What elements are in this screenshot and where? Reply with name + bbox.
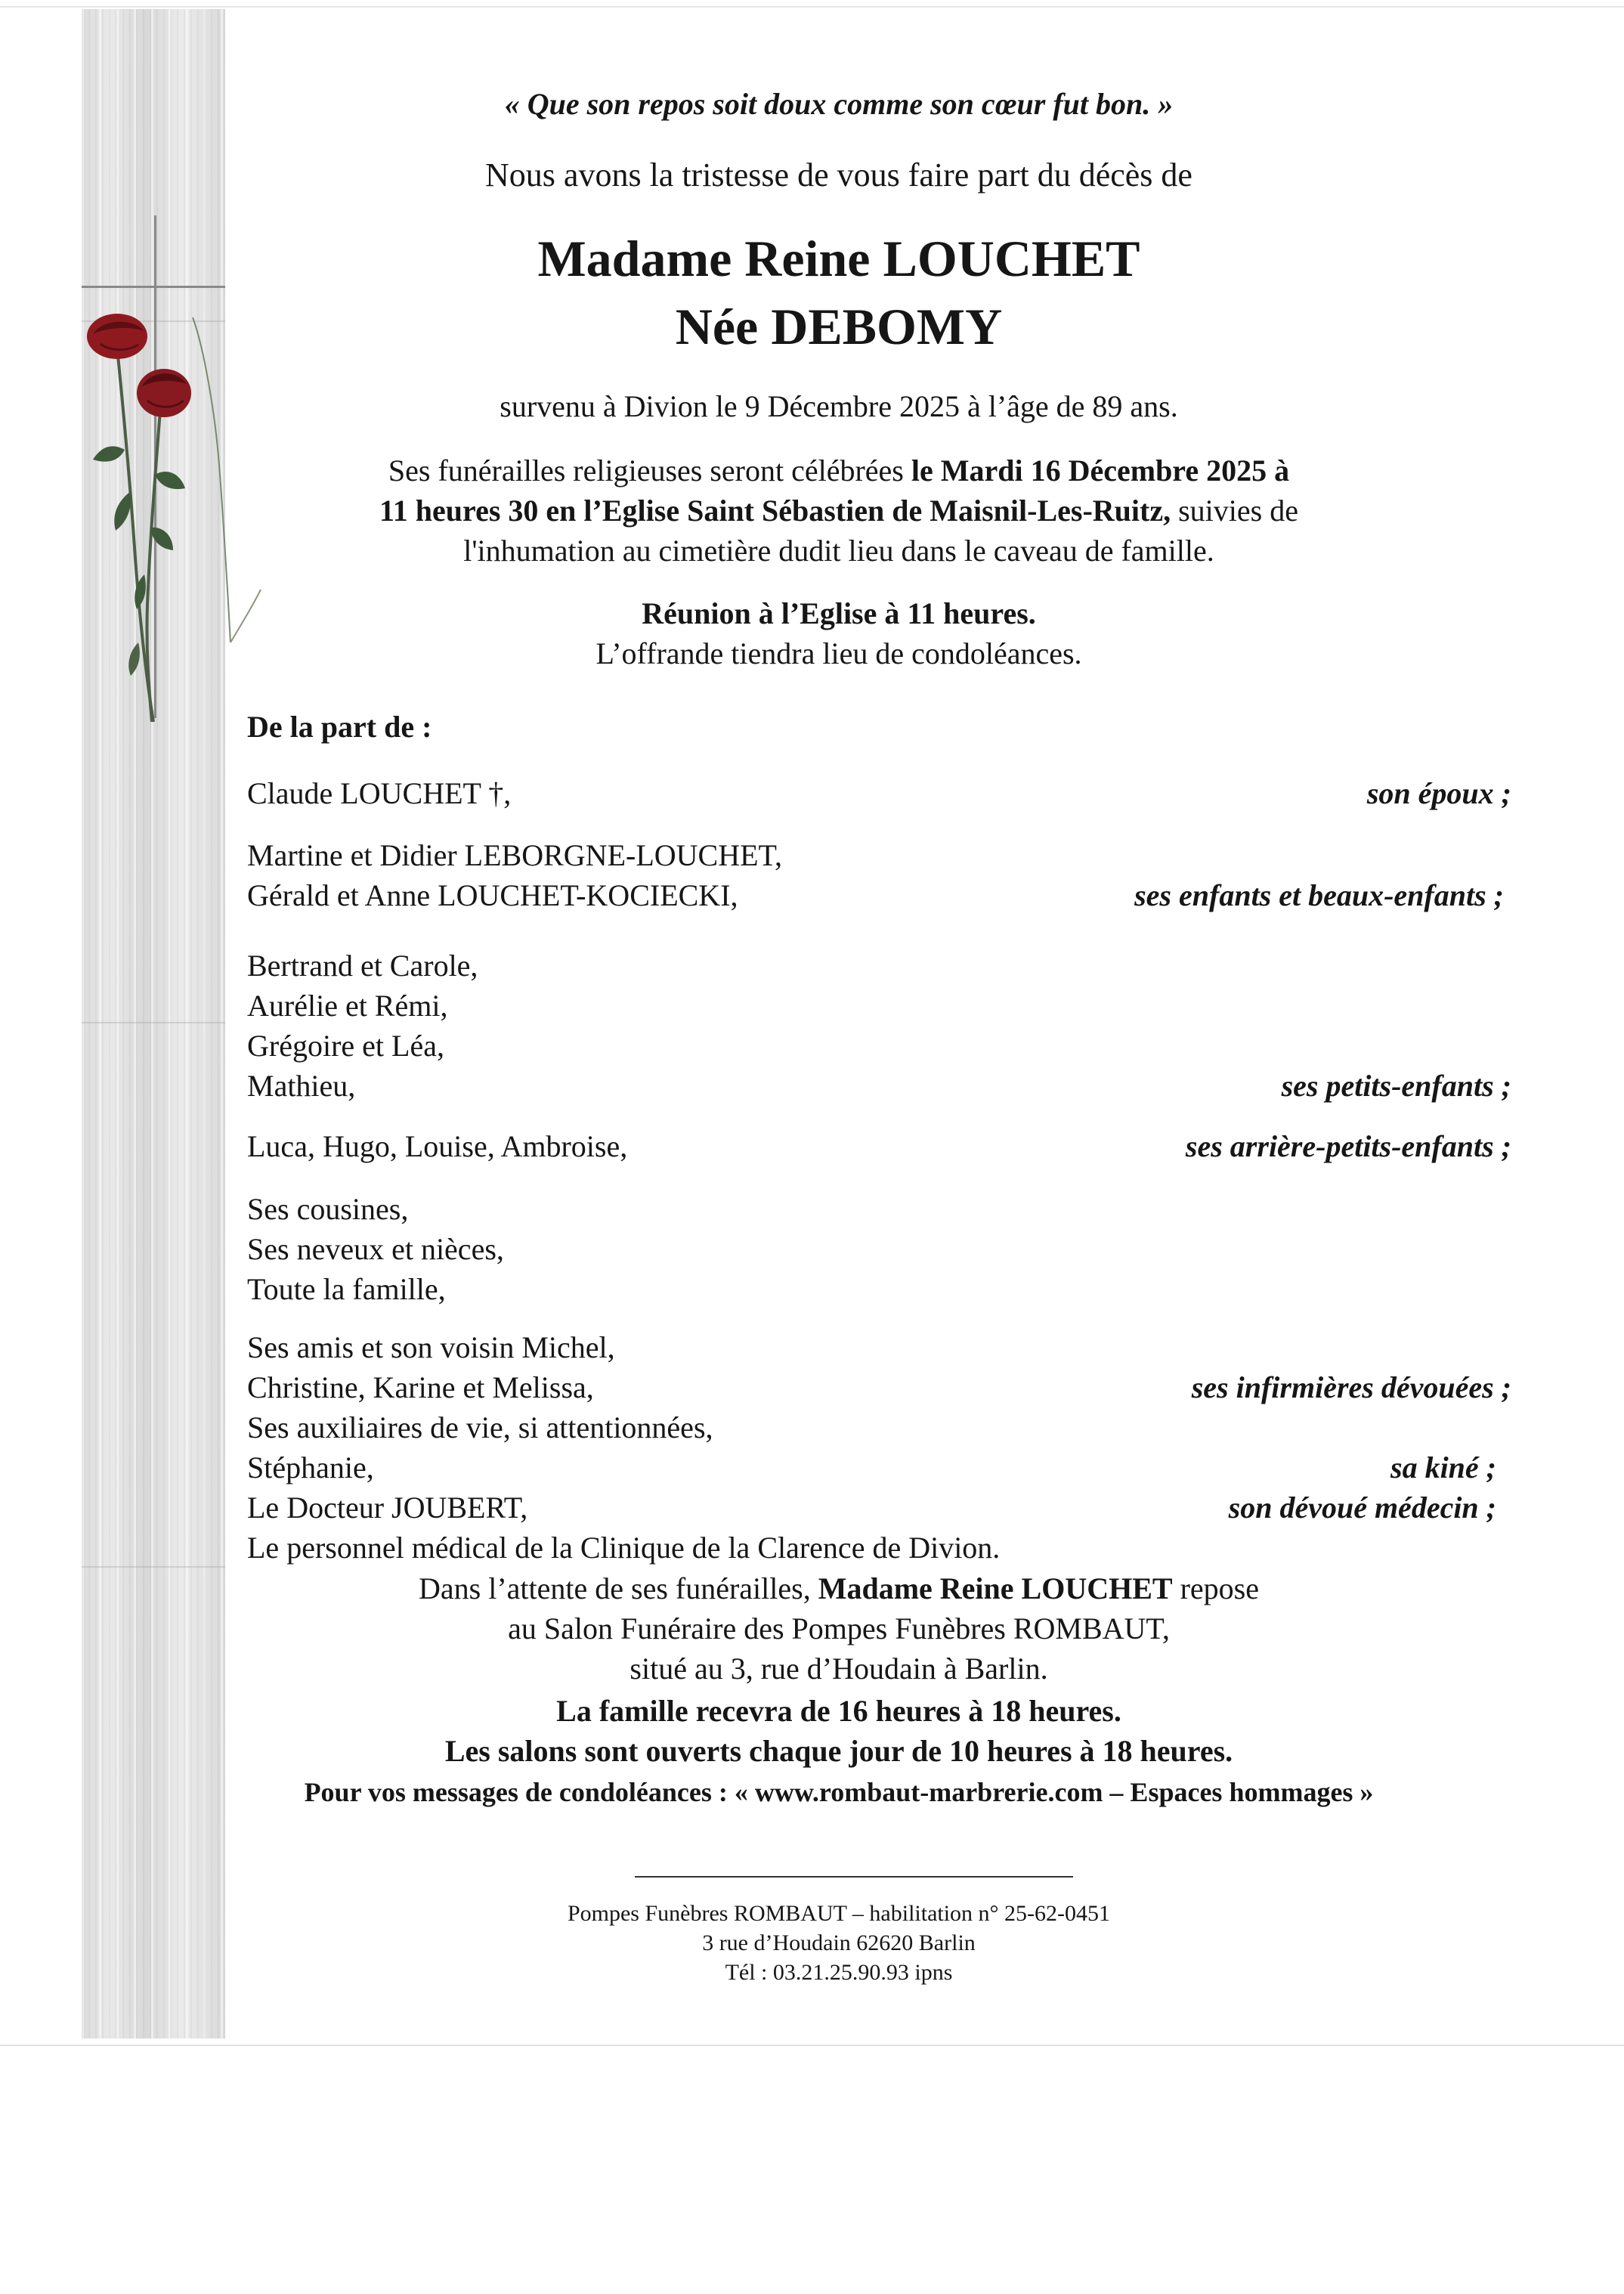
- family-role: ses enfants et beaux-enfants ;: [1134, 878, 1504, 912]
- family-role: son dévoué médecin ;: [1228, 1491, 1496, 1525]
- family-member: Ses neveux et nièces,: [247, 1232, 504, 1266]
- footer-divider: [635, 1876, 1073, 1878]
- family-member: Toute la famille,: [247, 1272, 446, 1306]
- resting-text: repose: [1172, 1571, 1259, 1605]
- visiting-hours: [287, 1691, 1390, 1771]
- resting-text: Dans l’attente de ses funérailles,: [419, 1571, 818, 1605]
- memorial-quote: « Que son repos soit doux comme son cœur fut bon. »: [504, 87, 1174, 121]
- company-name: Pompes Funèbres ROMBAUT – habilitation n° 25-62-0451: [567, 1901, 1111, 1926]
- funeral-home-address: situé au 3, rue d’Houdain à Barlin.: [629, 1652, 1048, 1686]
- funeral-company-footer: [423, 1899, 1254, 1987]
- family-member: Le personnel médical de la Clinique de la Clarence de Divion.: [247, 1531, 1001, 1565]
- family-role: ses arrière-petits-enfants ;: [1185, 1129, 1511, 1163]
- red-roses-illustration: [72, 287, 268, 726]
- company-phone: Tél : 03.21.25.90.93 ipns: [725, 1960, 953, 1985]
- deceased-maiden-name: Née DEBOMY: [675, 298, 1003, 355]
- family-member: Aurélie et Rémi,: [247, 989, 448, 1023]
- family-member: Grégoire et Léa,: [247, 1029, 444, 1063]
- family-member: Ses auxiliaires de vie, si attentionnées,: [247, 1410, 713, 1444]
- resting-place: [317, 1568, 1360, 1689]
- announcement-intro: Nous avons la tristesse de vous faire part du décès de: [485, 156, 1192, 193]
- plank-seam: [82, 1566, 225, 1568]
- family-member: Ses cousines,: [247, 1192, 409, 1226]
- family-member: Ses amis et son voisin Michel,: [247, 1330, 615, 1364]
- funeral-place: 11 heures 30 en l’Eglise Saint Sébastien de Maisnil-Les-Ruitz,: [379, 494, 1171, 528]
- family-member: Christine, Karine et Melissa,: [247, 1370, 594, 1404]
- family-member: [247, 776, 512, 810]
- family-member: Stéphanie,: [247, 1450, 374, 1484]
- plank-seam: [82, 1022, 225, 1023]
- deceased-cross-icon: †: [488, 776, 504, 810]
- from-label: De la part de :: [247, 710, 432, 744]
- meeting-time: Réunion à l’Eglise à 11 heures.: [642, 596, 1036, 630]
- family-member-punctuation: ,: [503, 776, 512, 810]
- offering-note: L’offrande tiendra lieu de condoléances.: [595, 636, 1082, 670]
- family-reception-hours: La famille recevra de 16 heures à 18 heures.: [556, 1694, 1121, 1728]
- condolence-messages: Pour vos messages de condoléances : « www.rombaut-marbrerie.com – Espaces hommages »: [304, 1777, 1374, 1807]
- family-member: Mathieu,: [247, 1069, 356, 1103]
- family-member: Le Docteur JOUBERT,: [247, 1491, 528, 1525]
- resting-name: Madame Reine LOUCHET: [818, 1571, 1173, 1605]
- company-address: 3 rue d’Houdain 62620 Barlin: [702, 1930, 976, 1955]
- family-member-name: Claude LOUCHET: [247, 776, 489, 810]
- family-role: ses petits-enfants ;: [1281, 1069, 1511, 1103]
- salon-opening-hours: Les salons sont ouverts chaque jour de 10 heures à 18 heures.: [444, 1734, 1233, 1768]
- meeting-info: [348, 593, 1330, 673]
- funeral-home: au Salon Funéraire des Pompes Funèbres ROMBAUT,: [508, 1611, 1170, 1645]
- family-role: son époux ;: [1366, 776, 1511, 810]
- page-edge-top: [0, 6, 1624, 8]
- funeral-text: suivies de: [1171, 494, 1298, 528]
- family-role: ses infirmières dévouées ;: [1191, 1370, 1511, 1404]
- family-member: Bertrand et Carole,: [247, 949, 478, 983]
- funeral-text: Ses funérailles religieuses seront célébrées: [388, 454, 911, 488]
- funeral-date: le Mardi 16 Décembre 2025 à: [911, 454, 1290, 488]
- page-edge-bottom: [0, 2045, 1624, 2046]
- funeral-details: [287, 450, 1390, 571]
- deceased-name: Madame Reine LOUCHET: [537, 230, 1140, 287]
- family-member: Martine et Didier LEBORGNE-LOUCHET,: [247, 838, 782, 872]
- family-member: Gérald et Anne LOUCHET-KOCIECKI,: [247, 878, 738, 912]
- death-details: survenu à Divion le 9 Décembre 2025 à l’âge de 89 ans.: [500, 389, 1178, 423]
- family-member: Luca, Hugo, Louise, Ambroise,: [247, 1129, 628, 1163]
- burial-details: l'inhumation au cimetière dudit lieu dans le caveau de famille.: [463, 534, 1214, 568]
- family-role: sa kiné ;: [1390, 1450, 1496, 1484]
